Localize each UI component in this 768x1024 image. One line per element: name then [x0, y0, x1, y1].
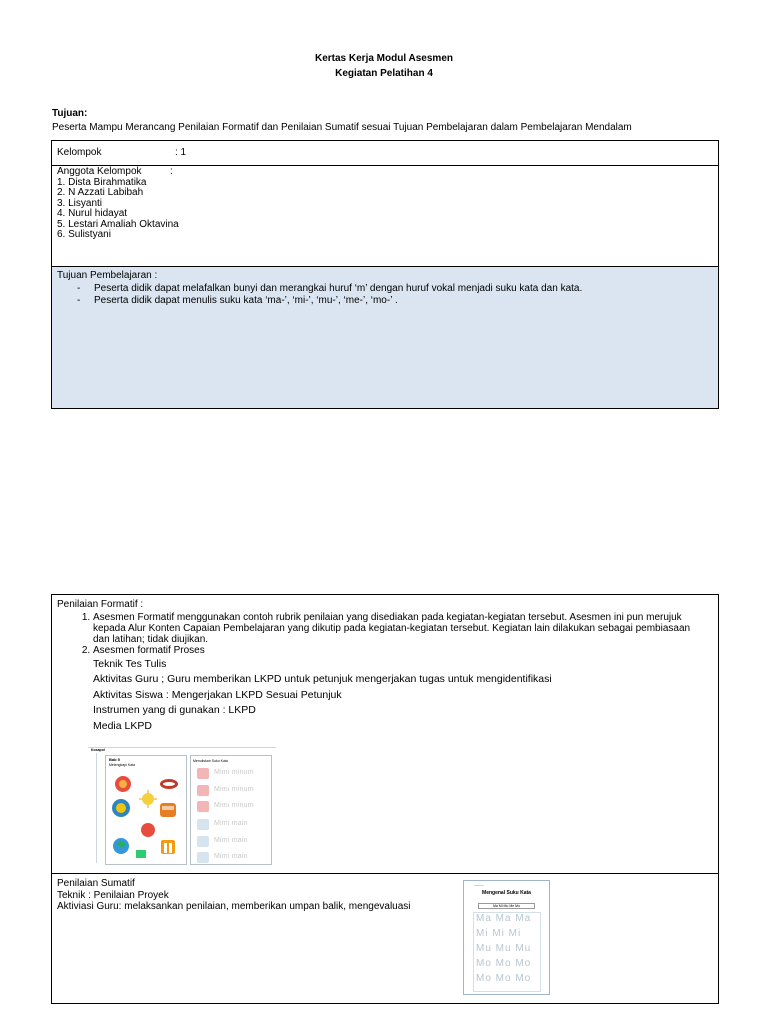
identity-table [51, 140, 719, 409]
document-subtitle: Kegiatan Pelatihan 4 [335, 68, 433, 79]
lkpd-left-title: Bab 5 [109, 757, 120, 762]
lkpd-right-title: Menuliskan Suku Kata [193, 759, 228, 763]
member-item: 6. Sulistyani [57, 229, 111, 240]
member-item: 1. Dista Birahmatika [57, 176, 147, 188]
formatif-list [57, 612, 713, 735]
sumatif-aktivitas: Aktiviasi Guru: melaksankan penilaian, memberikan umpan balik, mengevaluasi [57, 901, 411, 912]
trace-word: Mimi minum [214, 769, 254, 776]
kelompok-row [52, 141, 718, 166]
penilaian-formatif-label: Penilaian Formatif : [57, 599, 144, 610]
penilaian-sumatif-label: Penilaian Sumatif [57, 878, 135, 889]
sumatif-teknik: Teknik : Penilaian Proyek [57, 889, 169, 901]
trace-word: Mimi minum [214, 786, 254, 793]
formatif-item-1: 1. Asesmen Formatif menggunakan contoh rubrik penilaian yang disediakan pada kegiatan-kegiatan tersebut. Asesmen ini pun merujuk kepada Alur Konten Capaian Pembelajaran yang dikutip pada kegiatan-kegiatan tersebut. Kegiatan lain dilakukan sebagai pembiasaan dan latihan; tidak diujikan. [93, 612, 713, 645]
formatif-item-2 [93, 645, 713, 735]
tujuan-pembelajaran-list [57, 283, 713, 307]
trace-word: Mimi main [214, 820, 248, 827]
trace-word: Mimi main [214, 853, 248, 860]
media-lkpd: Media LKPD [93, 719, 152, 732]
penilaian-sumatif-cell [52, 874, 718, 1003]
lkpd2-row: Ma Ma Ma [476, 913, 532, 924]
anggota-label: Anggota Kelompok [57, 166, 142, 177]
lkpd2-row: Mo Mo Mo [476, 958, 532, 969]
lkpd-heading: Kosapol [91, 748, 105, 752]
tujuan-label: Tujuan: [52, 108, 88, 119]
lkpd2-title: Mengenal Suku Kata [482, 890, 531, 896]
document-title: Kertas Kerja Modul Asesmen [314, 53, 453, 64]
lkpd2-syllables: Ma Mi Mu Me Mo [478, 903, 535, 909]
aktivitas-guru: Aktivitas Guru ; Guru memberikan LKPD untuk petunjuk mengerjakan tugas untuk mengidentifikasi [93, 673, 552, 685]
lkpd-worksheet-image [88, 745, 276, 865]
lkpd2-row: Mi Mi Mi [476, 928, 522, 939]
aktivitas-siswa: Aktivitas Siswa : Mengerjakan LKPD Sesuai Petunjuk [93, 688, 342, 701]
member-item: 2. N Azzati Labibah [57, 187, 144, 198]
member-item: 5. Lestari Amaliah Oktavina [57, 218, 179, 230]
trace-word: Mimi minum [214, 802, 254, 809]
lkpd-suku-kata-image: ──── Mengenal Suku Kata Ma Mi Mu Me Mo Ma Ma Ma Mi Mi Mi Mu Mu Mu Mo Mo Mo Mo Mo Mo [463, 880, 550, 995]
lkpd-illustrations [106, 766, 186, 864]
kelompok-value: : 1 [175, 147, 187, 158]
instrumen: Instrumen yang di gunakan : LKPD [93, 704, 256, 716]
lkpd2-row: Mu Mu Mu [476, 943, 532, 954]
lkpd-left-pane [105, 755, 187, 865]
lkpd-right-pane [190, 755, 272, 865]
member-item: 3. Lisyanti [57, 197, 103, 209]
trace-word: Mimi main [214, 837, 248, 844]
lkpd2-row: Mo Mo Mo [476, 973, 532, 984]
lkpd-left-sub: Melengkapi Kata [109, 763, 136, 767]
teknik-tes-tulis: Teknik Tes Tulis [93, 657, 167, 670]
formatif-item-2-title: Asesmen formatif Proses [93, 644, 205, 656]
list-item: - Peserta didik dapat menulis suku kata ‘ma-’, ‘mi-’, ‘mu-’, ‘me-’, ‘mo-’ . [77, 295, 713, 307]
anggota-colon: : [170, 166, 173, 177]
member-item: 4. Nurul hidayat [57, 208, 128, 219]
kelompok-label: Kelompok [57, 147, 102, 158]
tujuan-pembelajaran-cell [52, 267, 718, 408]
tujuan-text: Peserta Mampu Merancang Penilaian Formatif dan Penilaian Sumatif sesuai Tujuan Pembelajaran dalam Pembelajaran Mendalam [52, 122, 632, 133]
list-item: - Peserta didik dapat melafalkan bunyi dan merangkai huruf ‘m’ dengan huruf vokal menjadi suku kata dan kata. [77, 283, 713, 295]
anggota-row [52, 166, 718, 267]
tujuan-pembelajaran-label: Tujuan Pembelajaran : [57, 270, 158, 281]
